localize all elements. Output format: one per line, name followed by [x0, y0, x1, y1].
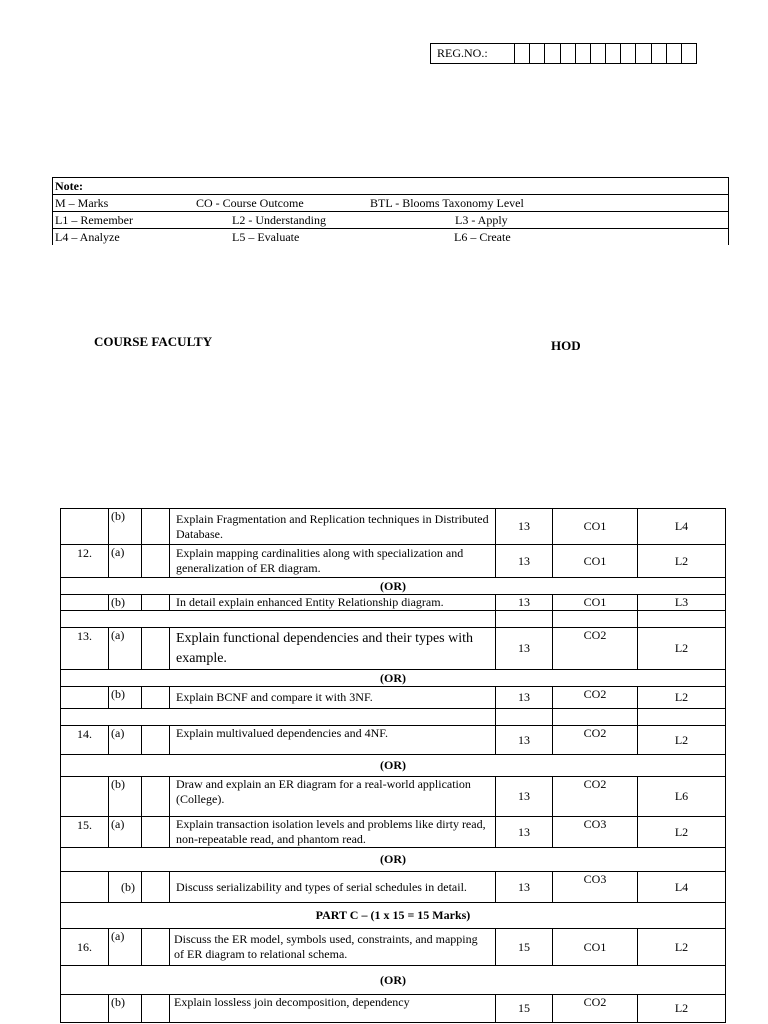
- table-row: [61, 509, 726, 545]
- or-row: [61, 755, 726, 777]
- table-row: [61, 872, 726, 903]
- or-label: (OR): [61, 966, 726, 995]
- blank-cell: [142, 817, 170, 848]
- note-title-row: [53, 178, 728, 195]
- spacer-cell: [61, 611, 496, 628]
- part-c-heading: PART C – (1 x 15 = 15 Marks): [61, 903, 726, 929]
- or-label: (OR): [61, 755, 726, 777]
- blank-cell: [142, 545, 170, 578]
- question-number: 13.: [61, 628, 109, 670]
- spacer-row: [61, 709, 726, 726]
- table-row: [61, 545, 726, 578]
- table-row: [61, 595, 726, 611]
- marks-cell: 15: [496, 929, 553, 966]
- sub-part: (a): [109, 726, 142, 755]
- question-text: Explain lossless join decomposition, dependency: [170, 995, 496, 1023]
- blank-cell: [142, 929, 170, 966]
- btl-cell: L2: [638, 726, 726, 755]
- part-row: [61, 903, 726, 929]
- table-row: [61, 929, 726, 966]
- blank-cell: [142, 777, 170, 817]
- question-number: 14.: [61, 726, 109, 755]
- reg-no-cell: [667, 44, 682, 63]
- hod-label: HOD: [551, 338, 581, 353]
- sub-part: (a): [109, 628, 142, 670]
- sub-part: (b): [109, 995, 142, 1023]
- table-row: [61, 687, 726, 709]
- btl-cell: L4: [638, 872, 726, 903]
- blank-cell: [142, 872, 170, 903]
- note-item: L4 – Analyze: [55, 230, 120, 244]
- sub-part: (a): [109, 929, 142, 966]
- blank-cell: [142, 687, 170, 709]
- reg-no-cell: [545, 44, 560, 63]
- reg-no-cell: [530, 44, 545, 63]
- question-text: Explain mapping cardinalities along with specialization and generalization of ER diagram.: [170, 545, 496, 578]
- note-item: M – Marks: [55, 196, 109, 210]
- sub-part: (a): [109, 817, 142, 848]
- reg-no-cell: [682, 44, 696, 63]
- btl-cell: L3: [638, 595, 726, 611]
- note-item: BTL - Blooms Taxonomy Level: [370, 196, 524, 210]
- note-row: [53, 212, 728, 229]
- marks-cell: 13: [496, 545, 553, 578]
- reg-no-cell: [515, 44, 530, 63]
- table-row: [61, 628, 726, 670]
- btl-cell: L2: [638, 687, 726, 709]
- co-cell: CO2: [553, 726, 638, 755]
- sub-part: (b): [109, 872, 142, 903]
- sub-part: (b): [109, 509, 142, 545]
- note-item: L5 – Evaluate: [232, 230, 300, 244]
- table-row: [61, 777, 726, 817]
- marks-cell: 13: [496, 628, 553, 670]
- blank-cell: [142, 509, 170, 545]
- co-cell: CO3: [553, 817, 638, 848]
- question-text: Explain functional dependencies and their types with example.: [170, 628, 496, 670]
- reg-no-cell: [606, 44, 621, 63]
- spacer-row: [61, 611, 726, 628]
- marks-cell: 13: [496, 777, 553, 817]
- question-number: 16.: [61, 929, 109, 966]
- reg-no-cell: [591, 44, 606, 63]
- btl-cell: L2: [638, 817, 726, 848]
- sub-part: (b): [109, 777, 142, 817]
- or-label: (OR): [61, 670, 726, 687]
- spacer-cell: [638, 611, 726, 628]
- blank-cell: [142, 595, 170, 611]
- sub-part: (b): [109, 595, 142, 611]
- question-text: Explain multivalued dependencies and 4NF.: [170, 726, 496, 755]
- question-number: [61, 995, 109, 1023]
- question-text: Explain BCNF and compare it with 3NF.: [170, 687, 496, 709]
- note-box: [52, 177, 729, 245]
- question-number: [61, 872, 109, 903]
- note-item: CO - Course Outcome: [196, 196, 304, 210]
- reg-no-label: REG.NO.:: [431, 44, 515, 63]
- blank-cell: [142, 726, 170, 755]
- note-item: L1 – Remember: [55, 213, 133, 227]
- reg-no-cell: [636, 44, 651, 63]
- table-row: [61, 726, 726, 755]
- note-item: L2 - Understanding: [232, 213, 326, 227]
- btl-cell: L2: [638, 995, 726, 1023]
- blank-cell: [142, 628, 170, 670]
- question-text: Draw and explain an ER diagram for a real-world application (College).: [170, 777, 496, 817]
- spacer-cell: [553, 709, 638, 726]
- btl-cell: L2: [638, 628, 726, 670]
- question-table: [60, 508, 726, 1023]
- question-text: Discuss serializability and types of serial schedules in detail.: [170, 872, 496, 903]
- question-number: [61, 777, 109, 817]
- btl-cell: L4: [638, 509, 726, 545]
- or-row: [61, 670, 726, 687]
- question-text: In detail explain enhanced Entity Relationship diagram.: [170, 595, 496, 611]
- note-row: [53, 195, 728, 212]
- btl-cell: L2: [638, 545, 726, 578]
- co-cell: CO1: [553, 929, 638, 966]
- marks-cell: 13: [496, 872, 553, 903]
- question-text: Discuss the ER model, symbols used, constraints, and mapping of ER diagram to relational schema.: [170, 929, 496, 966]
- course-faculty-label: COURSE FACULTY: [94, 334, 213, 349]
- note-row: [53, 229, 728, 246]
- co-cell: CO2: [553, 628, 638, 670]
- note-item: L3 - Apply: [455, 213, 508, 227]
- table-row: [61, 817, 726, 848]
- co-cell: CO1: [553, 509, 638, 545]
- question-number: 12.: [61, 545, 109, 578]
- question-number: 15.: [61, 817, 109, 848]
- note-item: L6 – Create: [454, 230, 511, 244]
- marks-cell: 13: [496, 687, 553, 709]
- reg-no-box: [430, 43, 697, 64]
- co-cell: CO2: [553, 995, 638, 1023]
- marks-cell: 13: [496, 817, 553, 848]
- question-number: [61, 687, 109, 709]
- or-row: [61, 966, 726, 995]
- note-title: Note:: [55, 179, 83, 193]
- spacer-cell: [496, 611, 553, 628]
- marks-cell: 13: [496, 509, 553, 545]
- blank-cell: [142, 995, 170, 1023]
- reg-no-cell: [576, 44, 591, 63]
- btl-cell: L6: [638, 777, 726, 817]
- marks-cell: 13: [496, 726, 553, 755]
- question-number: [61, 509, 109, 545]
- spacer-cell: [496, 709, 553, 726]
- spacer-cell: [61, 709, 496, 726]
- spacer-cell: [553, 611, 638, 628]
- co-cell: CO1: [553, 545, 638, 578]
- reg-no-cell: [652, 44, 667, 63]
- co-cell: CO1: [553, 595, 638, 611]
- question-text: Explain Fragmentation and Replication techniques in Distributed Database.: [170, 509, 496, 545]
- reg-no-cell: [621, 44, 636, 63]
- or-row: [61, 848, 726, 872]
- question-text: Explain transaction isolation levels and problems like dirty read, non-repeatable read, and phantom read.: [170, 817, 496, 848]
- sub-part: (b): [109, 687, 142, 709]
- or-label: (OR): [61, 578, 726, 595]
- marks-cell: 13: [496, 595, 553, 611]
- question-number: [61, 595, 109, 611]
- or-label: (OR): [61, 848, 726, 872]
- table-row: [61, 995, 726, 1023]
- sub-part: (a): [109, 545, 142, 578]
- co-cell: CO3: [553, 872, 638, 903]
- co-cell: CO2: [553, 777, 638, 817]
- spacer-cell: [638, 709, 726, 726]
- co-cell: CO2: [553, 687, 638, 709]
- marks-cell: 15: [496, 995, 553, 1023]
- or-row: [61, 578, 726, 595]
- btl-cell: L2: [638, 929, 726, 966]
- reg-no-cell: [561, 44, 576, 63]
